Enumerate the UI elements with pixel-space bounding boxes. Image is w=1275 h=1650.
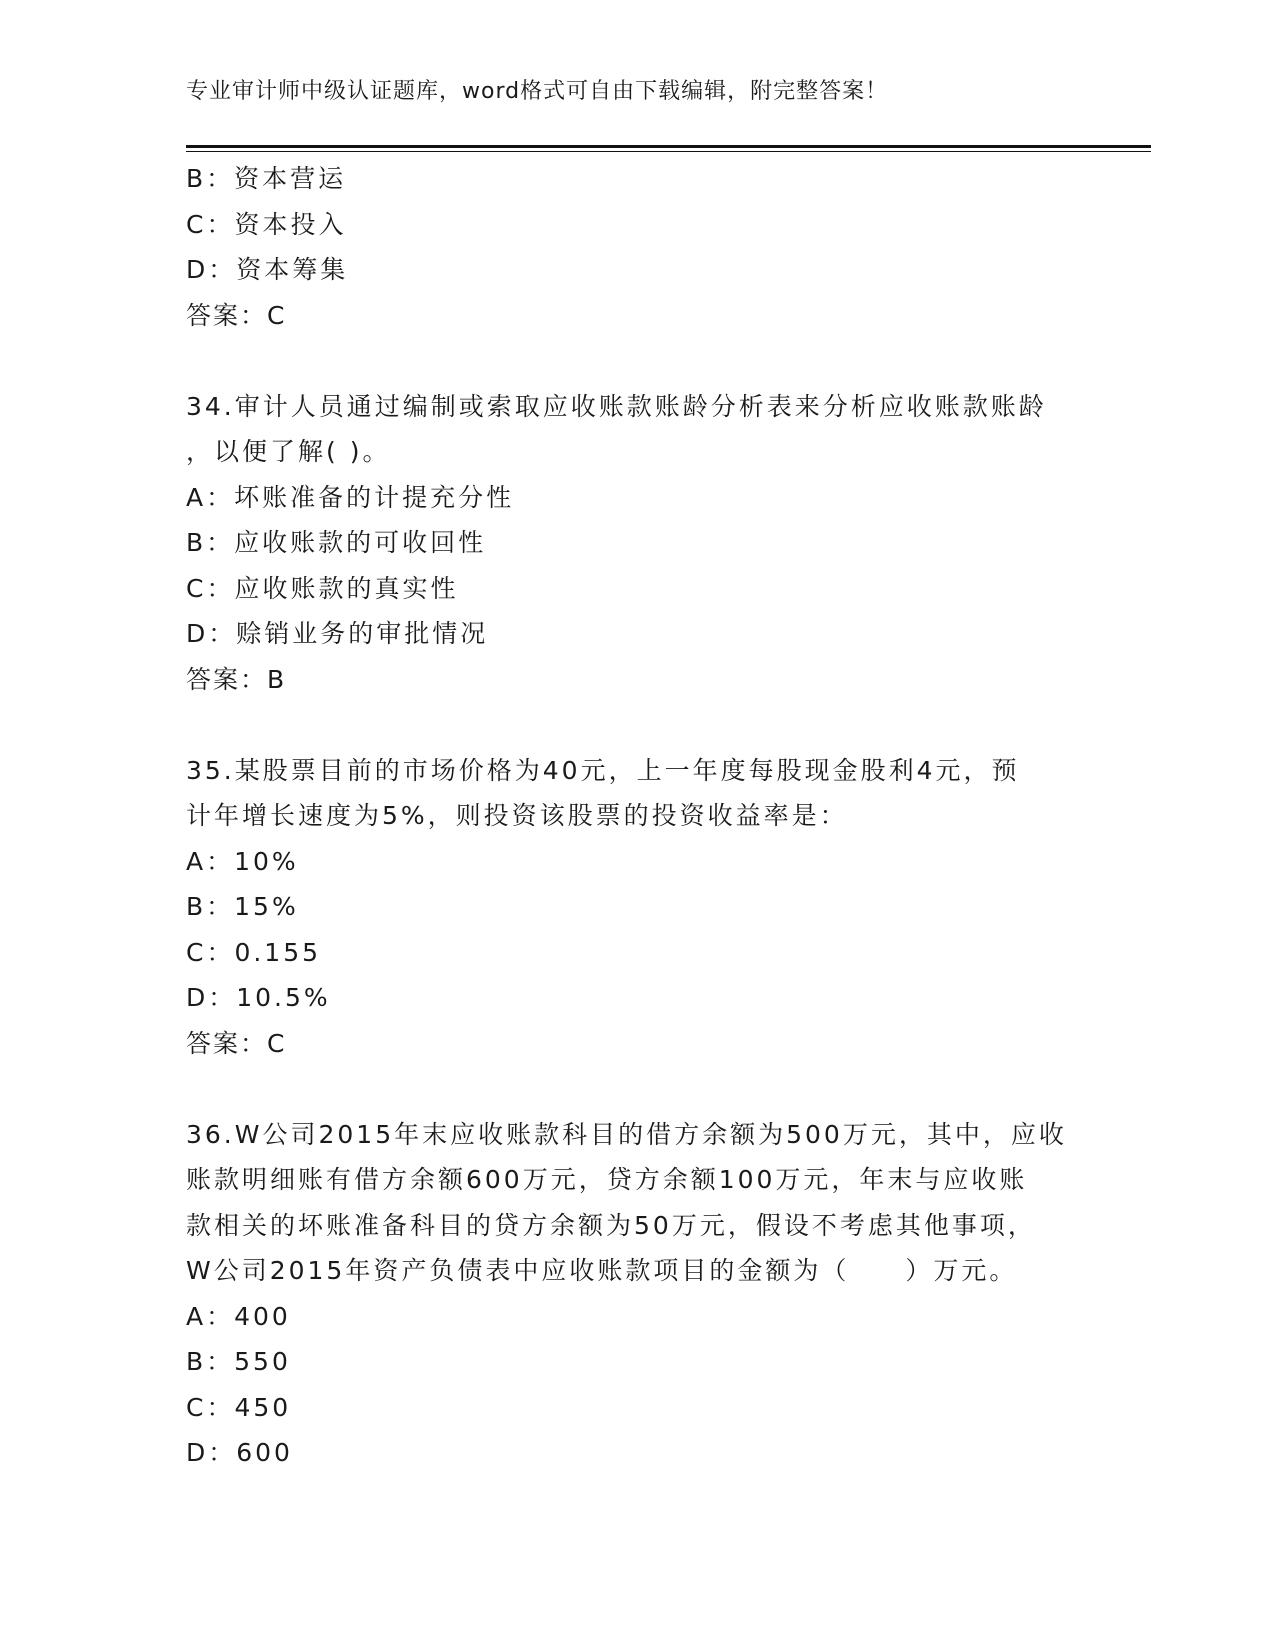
question-text: ，以便了解( )。 bbox=[186, 437, 391, 466]
option-d: D：资本筹集 bbox=[186, 255, 349, 284]
question-text: 34.审计人员通过编制或索取应收账款账龄分析表来分析应收账款账龄 bbox=[186, 391, 1047, 421]
option-d: D：600 bbox=[186, 1438, 293, 1467]
question-33 bbox=[186, 156, 1086, 338]
option-b: B：资本营运 bbox=[186, 164, 347, 193]
question-text: 计年增长速度为5%，则投资该股票的投资收益率是： bbox=[186, 801, 848, 830]
option-d: D：赊销业务的审批情况 bbox=[186, 619, 489, 648]
question-content bbox=[186, 156, 1086, 1476]
spacer bbox=[186, 338, 1086, 384]
question-text: 账款明细账有借方余额600万元，贷方余额100万元，年末与应收账 bbox=[186, 1165, 1028, 1194]
option-b: B：应收账款的可收回性 bbox=[186, 528, 487, 557]
header-rule-thick bbox=[186, 145, 1151, 148]
option-c: C：应收账款的真实性 bbox=[186, 573, 459, 603]
answer: 答案：C bbox=[186, 1028, 287, 1058]
question-text: W公司2015年资产负债表中应收账款项目的金额为（ ）万元。 bbox=[186, 1256, 1018, 1285]
option-a: A：10% bbox=[186, 846, 299, 876]
option-d: D：10.5% bbox=[186, 983, 331, 1012]
spacer bbox=[186, 1066, 1086, 1112]
question-text: 35.某股票目前的市场价格为40元，上一年度每股现金股利4元，预 bbox=[186, 755, 1020, 785]
question-text: 36.W公司2015年末应收账款科目的借方余额为500万元，其中，应收 bbox=[186, 1119, 1067, 1149]
question-text: 款相关的坏账准备科目的贷方余额为50万元，假设不考虑其他事项， bbox=[186, 1210, 1036, 1240]
answer: 答案：C bbox=[186, 300, 287, 330]
spacer bbox=[186, 702, 1086, 748]
option-b: B：550 bbox=[186, 1347, 291, 1376]
question-34 bbox=[186, 384, 1086, 703]
question-35 bbox=[186, 748, 1086, 1067]
option-a: A：坏账准备的计提充分性 bbox=[186, 482, 515, 512]
answer: 答案：B bbox=[186, 664, 287, 694]
option-c: C：450 bbox=[186, 1392, 292, 1422]
option-c: C：资本投入 bbox=[186, 209, 347, 239]
option-b: B：15% bbox=[186, 892, 299, 921]
page-header: 专业审计师中级认证题库，word格式可自由下载编辑，附完整答案！ bbox=[186, 79, 889, 104]
question-36 bbox=[186, 1112, 1086, 1476]
option-c: C：0.155 bbox=[186, 937, 322, 967]
header-rule-thin bbox=[186, 151, 1151, 152]
option-a: A：400 bbox=[186, 1301, 291, 1331]
